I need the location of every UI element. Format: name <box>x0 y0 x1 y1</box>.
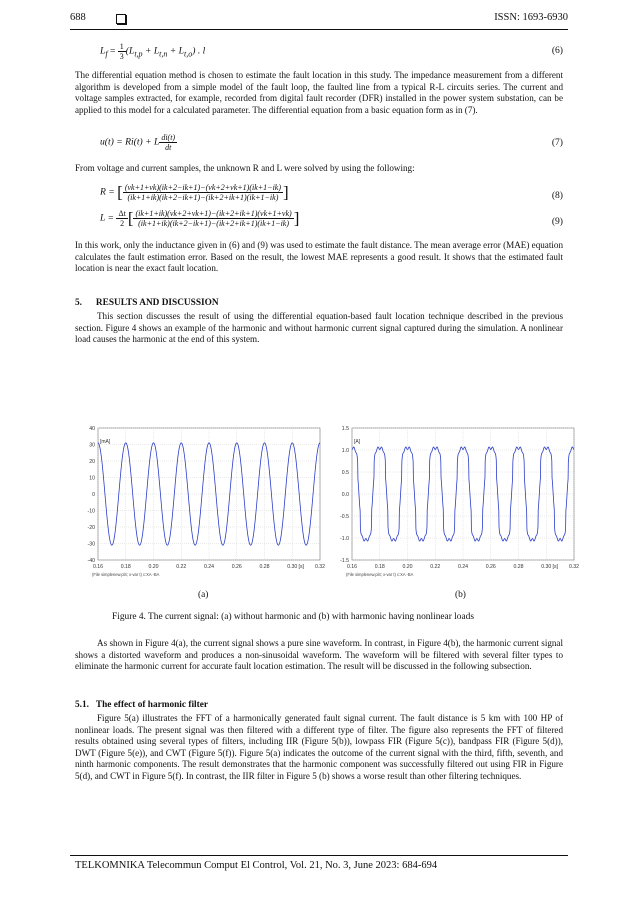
y-tick-label: -20 <box>87 525 95 531</box>
y-tick-label: -0.5 <box>340 514 349 520</box>
x-tick-label: 0.26 <box>231 564 242 570</box>
y-tick-label: 0.5 <box>341 470 349 476</box>
figure-label-b: (b) <box>455 590 466 600</box>
figure-4b-chart <box>330 418 582 580</box>
square-bullet-icon <box>116 14 126 24</box>
plot-footer-label: (File simplenew.pl4; x-var t) c:XA -BA <box>346 572 414 577</box>
equation-6-number: (6) <box>551 45 563 56</box>
y-tick-label: 20 <box>89 459 95 465</box>
x-tick-label: 0.32 <box>314 564 326 570</box>
y-axis-unit-label: [mA] <box>100 439 111 445</box>
y-tick-label: 40 <box>89 426 95 432</box>
x-axis-unit-label: [s] <box>298 564 304 570</box>
y-tick-label: -30 <box>87 541 95 548</box>
x-tick-label: 0.22 <box>176 564 187 570</box>
y-tick-label: 1.5 <box>341 426 349 432</box>
x-tick-label: 0.18 <box>120 564 131 570</box>
x-tick-label: 0.28 <box>259 564 270 570</box>
y-tick-label: 0 <box>92 492 95 498</box>
equation-8-number: (8) <box>551 190 563 201</box>
y-tick-label: 0.0 <box>341 492 349 498</box>
y-tick-label: 30 <box>89 442 95 449</box>
figure-4a-chart <box>78 418 328 580</box>
page-number: 688 <box>70 12 86 23</box>
y-tick-label: -10 <box>87 508 95 515</box>
equation-8: R = [ $\frac{(vk+1+vk)(ik+2-ik+1)-(vk+2+vk+1)(ik+1-ik)}{(ik+1+ik)(ik+2-ik+1)-(ik+2+ik+1)(ik+1-ik)}$ ] <box>100 182 289 202</box>
x-axis-unit-label: [s] <box>552 564 558 570</box>
header-rule <box>70 29 568 30</box>
page-header <box>70 12 568 28</box>
issn: ISSN: 1693-6930 <box>494 12 568 23</box>
equation-6: $L_f$ = $\frac{1}{3}$ $(L_{t,p} + L_{t,n} + L_{t,o})$ . l <box>100 42 206 61</box>
y-tick-label: 1.0 <box>341 448 349 454</box>
x-tick-label: 0.20 <box>148 564 159 570</box>
equation-7: u(t) = Ri(t) + L $\frac{di(t)}{dt}$ <box>100 133 176 152</box>
y-axis-unit-label: [A] <box>354 439 361 445</box>
y-tick-label: 10 <box>89 475 95 482</box>
y-tick-label: -1.0 <box>340 536 349 542</box>
y-tick-label: -1.5 <box>340 558 349 564</box>
x-tick-label: 0.28 <box>513 564 524 570</box>
page-footer: TELKOMNIKA Telecommun Comput El Control, Vol. 21, No. 3, June 2023: 684-694 <box>75 860 438 871</box>
x-tick-label: 0.24 <box>457 564 469 570</box>
x-tick-label: 0.16 <box>346 564 358 570</box>
figure-4-caption: Figure 4. The current signal: (a) without harmonic and (b) with harmonic having nonlinear loads <box>112 612 474 622</box>
y-tick-label: -40 <box>87 558 95 564</box>
paragraph-harmonic-filter: Figure 5(a) illustrates the FFT of a harmonically generated fault signal current. The fault distance is 5 km with 100 HP of nonlinear loads. The present signal was then filtered with a different type of filter. The figure also represents the FFT of filtered results obtained using several types of filters, including IIR (Figure 5(b)), lowpass FIR (Figure 5(c)), bandpass FIR (Figure 5(d)), DWT (Figure 5(e)), and CWT (Figure 5(f)). Figure 5(a) indicates the outcome of the current signal with the third, fifth, seventh, and ninth harmonic components. The result demonstrates that the harmonic component was successfully filtered out using FIR in Figure 5(d), and CWT in Figure 5(f). In contrast, the IIR filter in Figure 5 (b) shows a worse result than other filtering techniques. <box>75 713 563 781</box>
equation-9-number: (9) <box>551 216 563 227</box>
paragraph-inductance: In this work, only the inductance given in (6) and (9) was used to estimate the fault distance. The mean average error (MAE) equation calculates the fault estimation error. Based on the result, the lowest MAE represents a good result. It shows that the estimated fault location is near the exact fault location. <box>75 240 563 274</box>
section-heading-results: 5. RESULTS AND DISCUSSION <box>75 298 219 308</box>
footer-rule <box>70 855 568 856</box>
x-tick-label: 0.32 <box>568 564 580 570</box>
figure-label-a: (a) <box>198 590 209 600</box>
paragraph-results-intro: This section discusses the result of using the differential equation-based fault location technique described in the previous section. Figure 4 shows an example of the harmonic and without harmonic current signal captured during the simulation. A nonlinear load causes the harmonic at the end of this system. <box>75 311 563 345</box>
equation-9: L = $\frac{\Delta t}{2}$ [ $\frac{(ik+1+ik)(vk+2+vk+1)-(ik+2+ik+1)(vk+1+vk)}{(ik+1+ik)(ik+2-ik+1)-(ik+2+ik+1)(ik+1-ik)}$ ] <box>100 208 300 228</box>
plot-footer-label: (File simplenew.pl4; x-var t) c:XA -BA <box>92 572 160 577</box>
x-tick-label: 0.30 <box>541 564 552 570</box>
paragraph-samples: From voltage and current samples, the unknown R and L were solved by using the following: <box>75 163 415 173</box>
x-tick-label: 0.20 <box>402 564 413 570</box>
equation-7-number: (7) <box>551 137 563 148</box>
paragraph-figure-4-discussion: As shown in Figure 4(a), the current signal shows a pure sine waveform. In contrast, in Figure 4(b), the harmonic current signal shows a distorted waveform and produces a non-sinusoidal waveform. The waveform will be filtered with several filter types to eliminate the harmonic current for accurate fault location estimation. The result will be discussed in the following subsection. <box>75 638 563 672</box>
x-tick-label: 0.26 <box>485 564 496 570</box>
x-tick-label: 0.24 <box>203 564 215 570</box>
section-heading-harmonic-filter: 5.1. The effect of harmonic filter <box>75 700 208 710</box>
x-tick-label: 0.22 <box>430 564 441 570</box>
x-tick-label: 0.30 <box>287 564 298 570</box>
x-tick-label: 0.16 <box>92 564 104 570</box>
paragraph-differential-method: The differential equation method is chosen to estimate the fault location in this study. The impedance measurement from a different algorithm is developed from a simple model of the fault loop, the faulted line from a typical R-L circuits series. The current and voltage samples extracted, for example, recorded from digital fault recorder (DFR) installed in the power system substation, can be applied to this model for a calculated parameter. The differential equation from a basic equation form as in (7). <box>75 70 563 115</box>
x-tick-label: 0.18 <box>374 564 385 570</box>
